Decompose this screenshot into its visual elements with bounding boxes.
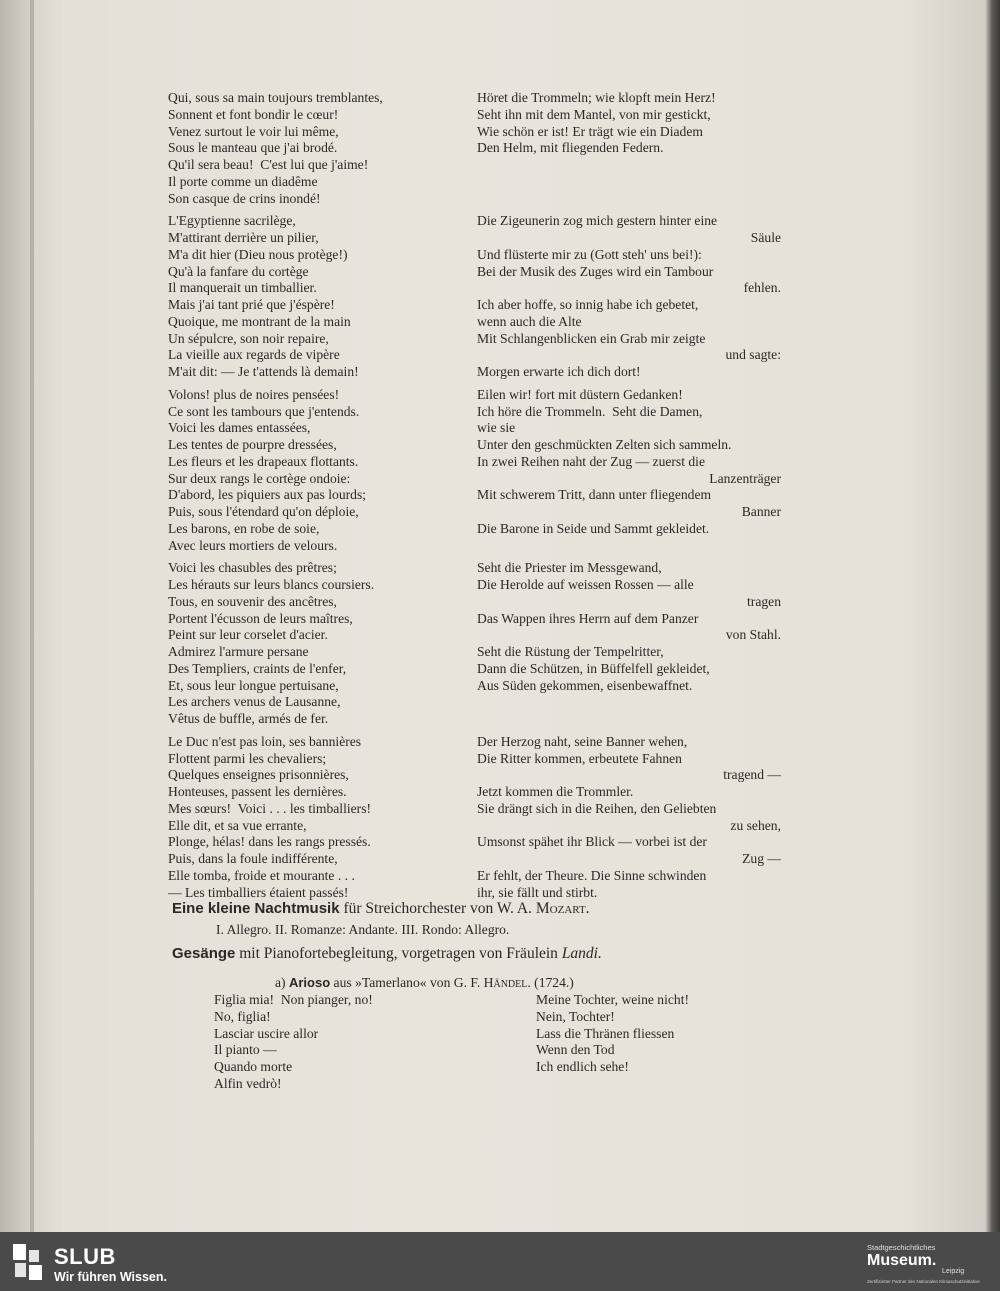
italian-line: No, figlia! — [214, 1008, 271, 1024]
german-line: und sagte: — [725, 347, 781, 363]
french-line: Les fleurs et les drapeaux flottants. — [168, 453, 359, 469]
german-line: Morgen erwarte ich dich dort! — [477, 364, 641, 379]
french-line: M'a dit hier (Dieu nous protège!) — [168, 246, 348, 262]
german-line: wenn auch die Alte — [477, 313, 582, 329]
french-line: Il manquerait un timballier. — [168, 280, 317, 296]
french-text-column — [168, 90, 463, 907]
french-line: Des Templiers, craints de l'enfer, — [168, 660, 347, 676]
german-line: Er fehlt, der Theure. Die Sinne schwinden — [477, 867, 707, 883]
german-stanza — [477, 90, 781, 207]
german-arioso-line: Ich endlich sehe! — [536, 1059, 629, 1074]
slub-name: SLUB — [54, 1244, 116, 1269]
german-line: Ich aber hoffe, so innig habe ich gebetet, — [477, 297, 699, 312]
french-line: Volons! plus de noires pensées! — [168, 386, 340, 402]
german-line: von Stahl. — [725, 627, 781, 643]
french-line: Son casque de crins inondé! — [168, 190, 321, 206]
french-line: Voici les chasubles des prêtres; — [168, 560, 337, 576]
french-line: Un sépulcre, son noir repaire, — [168, 330, 329, 346]
german-line: tragend — — [723, 767, 781, 783]
french-line: Plonge, hélas! dans les rangs pressés. — [168, 834, 371, 850]
german-line: Die Ritter kommen, erbeutete Fahnen — [477, 750, 682, 766]
french-line: Sous le manteau que j'ai brodé. — [168, 140, 338, 156]
french-line: Puis, sous l'étendard qu'on déploie, — [168, 504, 359, 519]
german-line — [477, 191, 781, 208]
museum-top-label: Stadtgeschichtliches — [867, 1243, 936, 1252]
french-stanza — [168, 387, 463, 555]
french-line: Qui, sous sa main toujours tremblantes, — [168, 90, 383, 105]
german-arioso-line: Wenn den Tod — [536, 1042, 615, 1058]
french-line: Qu'à la fanfare du cortège — [168, 263, 309, 279]
french-line: Sur deux rangs le cortège ondoie: — [168, 470, 351, 486]
french-stanza — [168, 213, 463, 381]
german-arioso-line: Meine Tochter, weine nicht! — [536, 992, 690, 1007]
french-line: Quoique, me montrant de la main — [168, 313, 351, 329]
french-line: Venez surtout le voir lui même, — [168, 123, 339, 139]
german-line: Lanzenträger — [709, 470, 781, 486]
french-line: Sonnent et font bondir le cœur! — [168, 106, 339, 122]
french-line: M'attirant derrière un pilier, — [168, 230, 319, 245]
french-line: Vêtus de buffle, armés de fer. — [168, 711, 329, 726]
french-line: Admirez l'armure persane — [168, 644, 309, 659]
french-line: Il porte comme un diadême — [168, 173, 318, 189]
german-line — [477, 694, 781, 711]
german-line: Ich höre die Trommeln. Seht die Damen, — [477, 403, 703, 419]
german-line: Zug — — [742, 851, 781, 866]
piece-movements: I. Allegro. II. Romanze: Andante. III. Rondo: Allegro. — [216, 922, 510, 937]
german-stanza — [477, 387, 781, 555]
german-line: zu sehen, — [730, 817, 781, 833]
french-stanza — [168, 734, 463, 902]
german-lyrics-2 — [536, 992, 689, 1076]
french-line: — Les timballiers étaient passés! — [168, 884, 349, 900]
italian-lyrics — [214, 992, 373, 1093]
german-line: Bei der Musik des Zuges wird ein Tambour — [477, 263, 714, 279]
german-line: Das Wappen ihres Herrn auf dem Panzer — [477, 610, 699, 626]
german-line: tragen — [747, 593, 781, 609]
french-line: Mais j'ai tant prié que j'éspère! — [168, 297, 335, 312]
french-line: Flottent parmi les chevaliers; — [168, 750, 327, 766]
german-line: Die Zigeunerin zog mich gestern hinter eine — [477, 213, 718, 229]
piece-title-gesaenge: Gesänge mit Pianofortebegleitung, vorgetragen von Fräulein Landi. — [172, 945, 602, 962]
italian-line: Alfin vedrò! — [214, 1075, 282, 1091]
german-line: Dann die Schützen, in Büffelfell gekleidet, — [477, 660, 710, 676]
french-line: Et, sous leur longue pertuisane, — [168, 677, 339, 693]
french-line: Elle tomba, froide et mourante . . . — [168, 867, 355, 883]
arioso-heading: a) Arioso aus »Tamerlano« von G. F. Händel. (1724.) — [275, 975, 574, 990]
german-line: Aus Süden gekommen, eisenbewaffnet. — [477, 677, 693, 693]
french-line: La vieille aux regards de vipère — [168, 347, 340, 363]
slub-tagline: Wir führen Wissen. — [54, 1270, 167, 1284]
french-line: D'abord, les piquiers aux pas lourds; — [168, 487, 367, 503]
italian-line: Il pianto — — [214, 1042, 277, 1058]
italian-line: Quando morte — [214, 1059, 293, 1074]
german-line: Der Herzog naht, seine Banner wehen, — [477, 733, 688, 749]
museum-note: Zertifizierter Partner des Nationalen Klimaschutzinitiative — [867, 1279, 980, 1284]
slub-logo-icon — [13, 1244, 43, 1280]
german-line: Die Herolde auf weissen Rossen — alle — [477, 577, 694, 592]
german-line: In zwei Reihen naht der Zug — zuerst die — [477, 453, 705, 469]
german-line: Den Helm, mit fliegenden Federn. — [477, 140, 664, 156]
french-stanza — [168, 90, 463, 207]
german-line: Unter den geschmückten Zelten sich sammeln. — [477, 437, 732, 452]
piece-title-nachtmusik: Eine kleine Nachtmusik für Streichorchester von W. A. Mozart. — [172, 900, 590, 917]
french-line: Peint sur leur corselet d'acier. — [168, 627, 328, 643]
german-line: Säule — [750, 230, 781, 245]
italian-line: Figlia mia! Non pianger, no! — [214, 992, 373, 1007]
german-line: Umsonst spähet ihr Blick — vorbei ist der — [477, 834, 707, 850]
museum-name: Museum. — [867, 1252, 937, 1269]
german-stanza — [477, 213, 781, 381]
german-line: wie sie — [477, 420, 516, 436]
german-line — [477, 538, 781, 555]
french-line: Voici les dames entassées, — [168, 420, 311, 436]
german-line: ihr, sie fällt und stirbt. — [477, 884, 598, 900]
french-stanza — [168, 560, 463, 728]
museum-city: Leipzig — [942, 1268, 965, 1275]
french-line: Les archers venus de Lausanne, — [168, 694, 341, 710]
italian-line: Lasciar uscire allor — [214, 1025, 319, 1041]
french-line: M'ait dit: — Je t'attends là demain! — [168, 364, 359, 379]
french-line: Puis, dans la foule indifférente, — [168, 851, 338, 866]
french-line: Portent l'écusson de leurs maîtres, — [168, 610, 353, 626]
german-line: Seht die Priester im Messgewand, — [477, 560, 662, 576]
german-line — [477, 711, 781, 728]
german-line: Wie schön er ist! Er trägt wie ein Diadem — [477, 123, 703, 139]
german-arioso-line: Nein, Tochter! — [536, 1008, 615, 1024]
german-line: Und flüsterte mir zu (Gott steh' uns bei!): — [477, 246, 702, 262]
french-line: L'Egyptienne sacrilège, — [168, 213, 296, 229]
german-stanza — [477, 734, 781, 902]
german-line: Seht ihn mit dem Mantel, von mir gestickt, — [477, 106, 711, 122]
french-line: Les hérauts sur leurs blancs coursiers. — [168, 577, 375, 592]
german-arioso-line: Lass die Thränen fliessen — [536, 1025, 675, 1041]
german-stanza — [477, 560, 781, 728]
german-line: Höret die Trommeln; wie klopft mein Herz! — [477, 90, 716, 105]
german-line — [477, 157, 781, 174]
german-line: Mit schwerem Tritt, dann unter fliegendem — [477, 487, 712, 503]
french-line: Quelques enseignes prisonnières, — [168, 767, 349, 783]
french-line: Tous, en souvenir des ancêtres, — [168, 593, 337, 609]
german-line: Die Barone in Seide und Sammt gekleidet. — [477, 520, 710, 536]
german-line: Seht die Rüstung der Tempelritter, — [477, 644, 664, 659]
french-line: Avec leurs mortiers de velours. — [168, 537, 338, 553]
french-line: Ce sont les tambours que j'entends. — [168, 403, 360, 419]
german-line: Jetzt kommen die Trommler. — [477, 784, 634, 799]
german-line: Eilen wir! fort mit düstern Gedanken! — [477, 386, 683, 402]
german-line: fehlen. — [743, 280, 781, 296]
french-line: Elle dit, et sa vue errante, — [168, 817, 307, 833]
french-line: Mes sœurs! Voici . . . les timballiers! — [168, 800, 372, 816]
german-text-column — [477, 90, 781, 907]
french-line: Les tentes de pourpre dressées, — [168, 437, 337, 452]
german-line: Banner — [741, 504, 781, 519]
french-line: Les barons, en robe de soie, — [168, 520, 320, 536]
german-line — [477, 174, 781, 191]
german-line: Sie drängt sich in die Reihen, den Geliebten — [477, 800, 717, 816]
french-line: Le Duc n'est pas loin, ses bannières — [168, 733, 362, 749]
german-line: Mit Schlangenblicken ein Grab mir zeigte — [477, 330, 706, 346]
french-line: Honteuses, passent les dernières. — [168, 784, 347, 799]
french-line: Qu'il sera beau! C'est lui que j'aime! — [168, 157, 369, 172]
